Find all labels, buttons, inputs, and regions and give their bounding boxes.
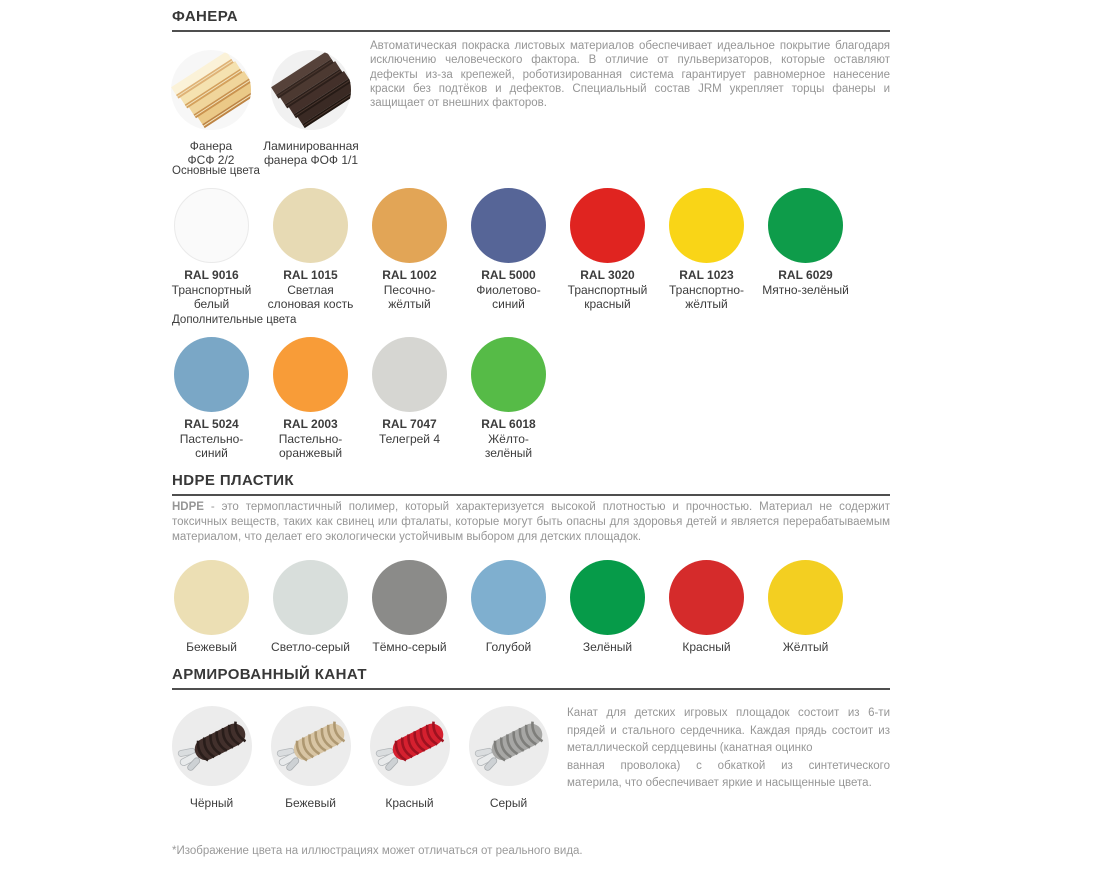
rope-photo [172,706,252,786]
rope-photo-holder [370,706,450,791]
color-swatch-item [657,188,756,311]
rope-samples-row [162,706,558,810]
rope-sample [162,706,261,810]
plywood-sample-label: Ламинированная фанера ФОФ 1/1 [263,139,359,167]
hdpe-colors-row [162,560,855,654]
rope-section-title: АРМИРОВАННЫЙ КАНАТ [172,666,367,683]
color-name: Светло-серый [271,640,350,654]
color-swatch [768,188,843,263]
ral-code: RAL 3020 [580,268,635,282]
hdpe-section-divider [172,494,890,496]
rope-color-name: Чёрный [189,796,234,810]
color-swatch-item [558,560,657,654]
color-swatch [174,560,249,635]
rope-photo-holder [172,706,252,791]
footnote: *Изображение цвета на иллюстрациях может отличаться от реального вида. [172,845,583,857]
color-swatch-item [261,560,360,654]
ral-code: RAL 7047 [382,417,437,431]
color-swatch-item [558,188,657,311]
ral-code: RAL 9016 [184,268,239,282]
main-colors-row [162,188,855,311]
rope-description-line: материла, что обеспечивает яркие и насыщенные цвета. [567,777,872,789]
additional-colors-row [162,337,558,460]
ral-code: RAL 1015 [283,268,338,282]
color-swatch-item [360,337,459,460]
color-swatch-item [459,188,558,311]
hdpe-description-text: - это термопластичный полимер, который характеризуется высокой плотностью и прочностью. Материал не содержит токсичных веществ, таких как свинец или фталаты, которые могут быть опасны для здоровья детей и является перерабатываемым материалом, что делает его экологически устойчивым выбором для детских площадок. [172,501,890,543]
color-swatch [372,188,447,263]
additional-colors-label: Дополнительные цвета [172,314,297,326]
color-swatch-item [657,560,756,654]
plywood-photo-dark [271,50,351,130]
rope-photo [370,706,450,786]
color-name: Бежевый [186,640,237,654]
color-name: Песочно- жёлтый [383,283,436,311]
color-swatch-item [261,337,360,460]
ral-code: RAL 5000 [481,268,536,282]
color-name: Транспортный красный [567,283,648,311]
plywood-sample-label: Фанера ФСФ 2/2 [187,139,235,167]
color-swatch-item [162,337,261,460]
color-swatch-item [459,337,558,460]
color-name: Тёмно-серый [372,640,447,654]
color-name: Фиолетово- синий [476,283,541,311]
rope-sample [459,706,558,810]
plywood-section-divider [172,30,890,32]
rope-section-divider [172,688,890,690]
color-name: Голубой [485,640,532,654]
rope-photo-holder [271,706,351,791]
rope-color-name: Бежевый [285,796,336,810]
color-swatch [273,337,348,412]
rope-color-name: Серый [489,796,528,810]
color-swatch [570,560,645,635]
rope-photo [469,706,549,786]
rope-color-name: Красный [385,796,434,810]
color-name: Жёлтый [782,640,829,654]
color-name: Мятно-зелёный [762,283,849,297]
color-swatch-item [459,560,558,654]
color-swatch [471,188,546,263]
color-name: Жёлто- зелёный [484,432,533,460]
ral-code: RAL 5024 [184,417,239,431]
color-swatch-item [360,188,459,311]
rope-description-line: металлической сердцевины (канатная оцинко [567,742,813,754]
hdpe-section-title: HDPE ПЛАСТИК [172,472,294,489]
color-name: Телегрей 4 [378,432,441,446]
ral-code: RAL 6018 [481,417,536,431]
rope-description [567,705,890,793]
ral-code: RAL 6029 [778,268,833,282]
color-swatch [273,560,348,635]
color-swatch [174,188,249,263]
color-swatch [471,560,546,635]
color-swatch-item [162,560,261,654]
ral-code: RAL 1002 [382,268,437,282]
color-name: Зелёный [582,640,633,654]
color-swatch-item [756,560,855,654]
hdpe-lead: HDPE [172,501,204,513]
color-swatch [372,337,447,412]
color-swatch [372,560,447,635]
rope-sample [360,706,459,810]
color-swatch [669,560,744,635]
plywood-photo-holder [271,50,351,135]
plywood-photo-holder [171,50,251,135]
color-name: Транспортный белый [171,283,252,311]
ral-code: RAL 1023 [679,268,734,282]
rope-description-line: ванная проволока) с обкаткой из синтетического [567,759,890,772]
plywood-sample [161,50,261,167]
color-name: Красный [682,640,731,654]
plywood-section-title: ФАНЕРА [172,8,239,25]
plywood-samples-row [161,50,361,167]
color-swatch-item [162,188,261,311]
main-colors-label: Основные цвета [172,165,260,177]
color-swatch [570,188,645,263]
color-name: Пастельно- оранжевый [278,432,343,460]
color-swatch [768,560,843,635]
color-name: Пастельно- синий [179,432,244,460]
hdpe-description [172,500,890,545]
rope-description-line: прядей и стального сердечника. Каждая прядь состоит из [567,724,890,737]
color-swatch-item [756,188,855,311]
rope-photo-holder [469,706,549,791]
color-name: Транспортно- жёлтый [668,283,744,311]
color-swatch-item [360,560,459,654]
color-swatch [471,337,546,412]
rope-sample [261,706,360,810]
color-swatch [669,188,744,263]
color-swatch-item [261,188,360,311]
ral-code: RAL 2003 [283,417,338,431]
plywood-photo-light [171,50,251,130]
color-swatch [273,188,348,263]
color-name: Светлая слоновая кость [267,283,354,311]
rope-photo [271,706,351,786]
plywood-description: Автоматическая покраска листовых материалов обеспечивает идеальное покрытие благодаря исключению человеческого фактора. В отличие от пульверизаторов, которые оставляют дефекты из-за крепежей, роботизированная система гарантирует равномерное нанесение краски без подтёков и дефектов. Специальный состав JRM укрепляет торцы фанеры и защищает от внешних факторов. [370,40,890,110]
plywood-sample [261,50,361,167]
color-swatch [174,337,249,412]
rope-description-line: Канат для детских игровых площадок состоит из 6-ти [567,707,890,719]
